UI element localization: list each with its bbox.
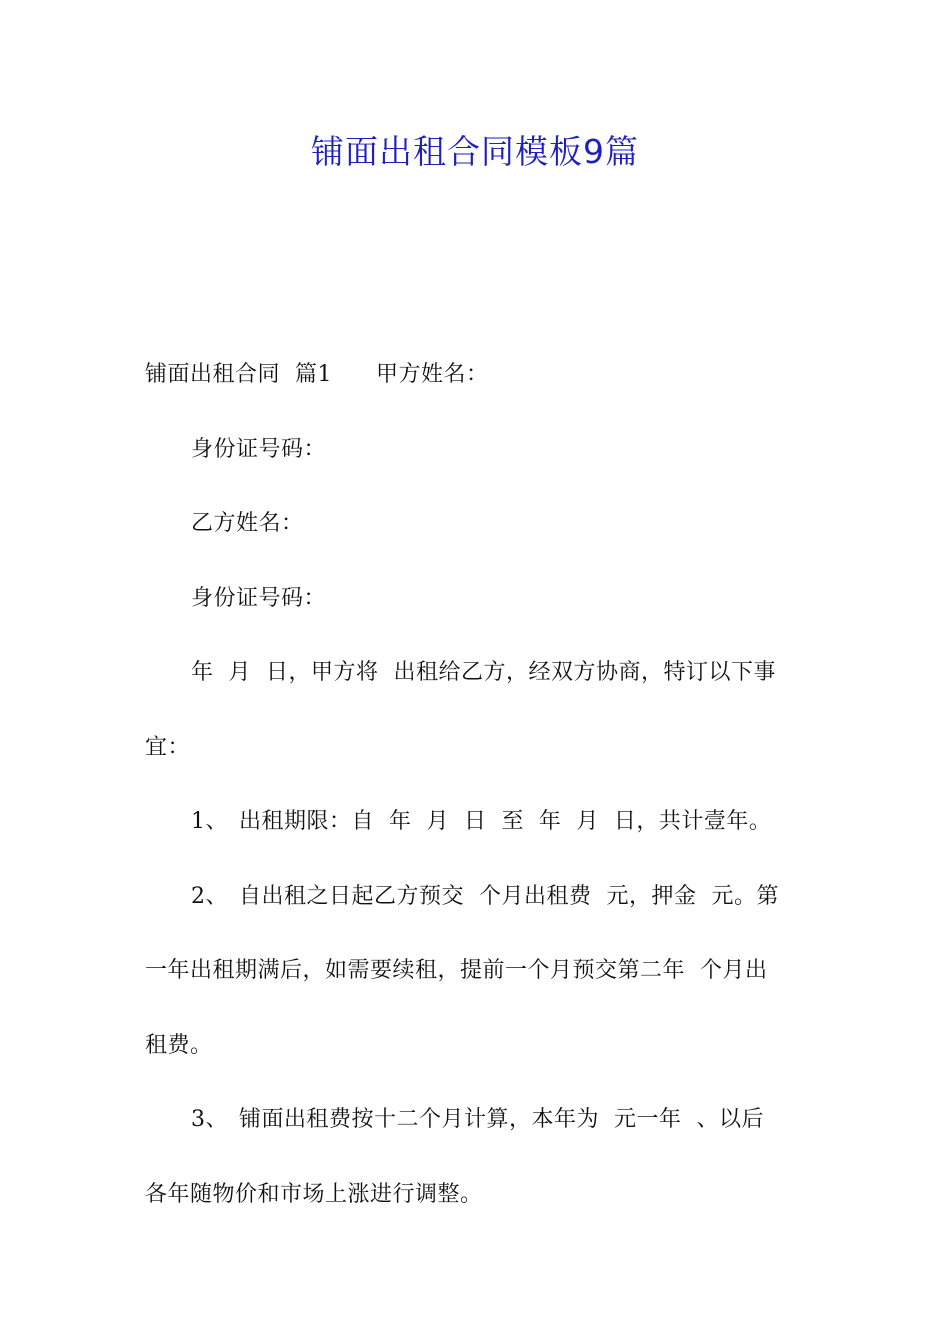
- intro-line-1: 年 月 日，甲方将 出租给乙方，经双方协商，特订以下事: [191, 660, 776, 685]
- party-a-id-label: 身份证号码：: [191, 436, 327, 462]
- section-heading-line: [145, 338, 810, 413]
- clause-1-text: 出租期限：自 年 月 日 至 年 月 日，共计壹年。: [239, 809, 772, 834]
- clause-2-line-3: 租费。: [145, 1032, 213, 1058]
- clause-3-line-1: 铺面出租费按十二个月计算，本年为 元一年 、以后: [239, 1107, 764, 1132]
- clause-1: [145, 785, 810, 860]
- party-b-name-label: 乙方姓名：: [191, 511, 304, 536]
- party-a-name-label: 甲方姓名：: [375, 362, 489, 387]
- intro-line-2: 宜：: [145, 734, 191, 760]
- clause-3-line-2: 各年随物价和市场上涨进行调整。: [145, 1181, 483, 1207]
- clause-3: [145, 1083, 810, 1158]
- document-body: [145, 338, 810, 1232]
- clause-2-line-2: 一年出租期满后，如需要续租，提前一个月预交第二年 个月出: [145, 958, 768, 983]
- clause-2: [145, 860, 810, 935]
- clause-2-line-1: 自出租之日起乙方预交 个月出租费 元，押金 元。第: [239, 883, 779, 909]
- party-b-id-label: 身份证号码：: [191, 585, 327, 611]
- section-heading: 铺面出租合同 篇1: [145, 362, 332, 387]
- clause-3-number: 3、: [191, 1107, 228, 1132]
- clause-1-number: 1、: [191, 809, 228, 834]
- document-title: 铺面出租合同模板9篇: [311, 132, 639, 171]
- clause-2-number: 2、: [191, 883, 228, 909]
